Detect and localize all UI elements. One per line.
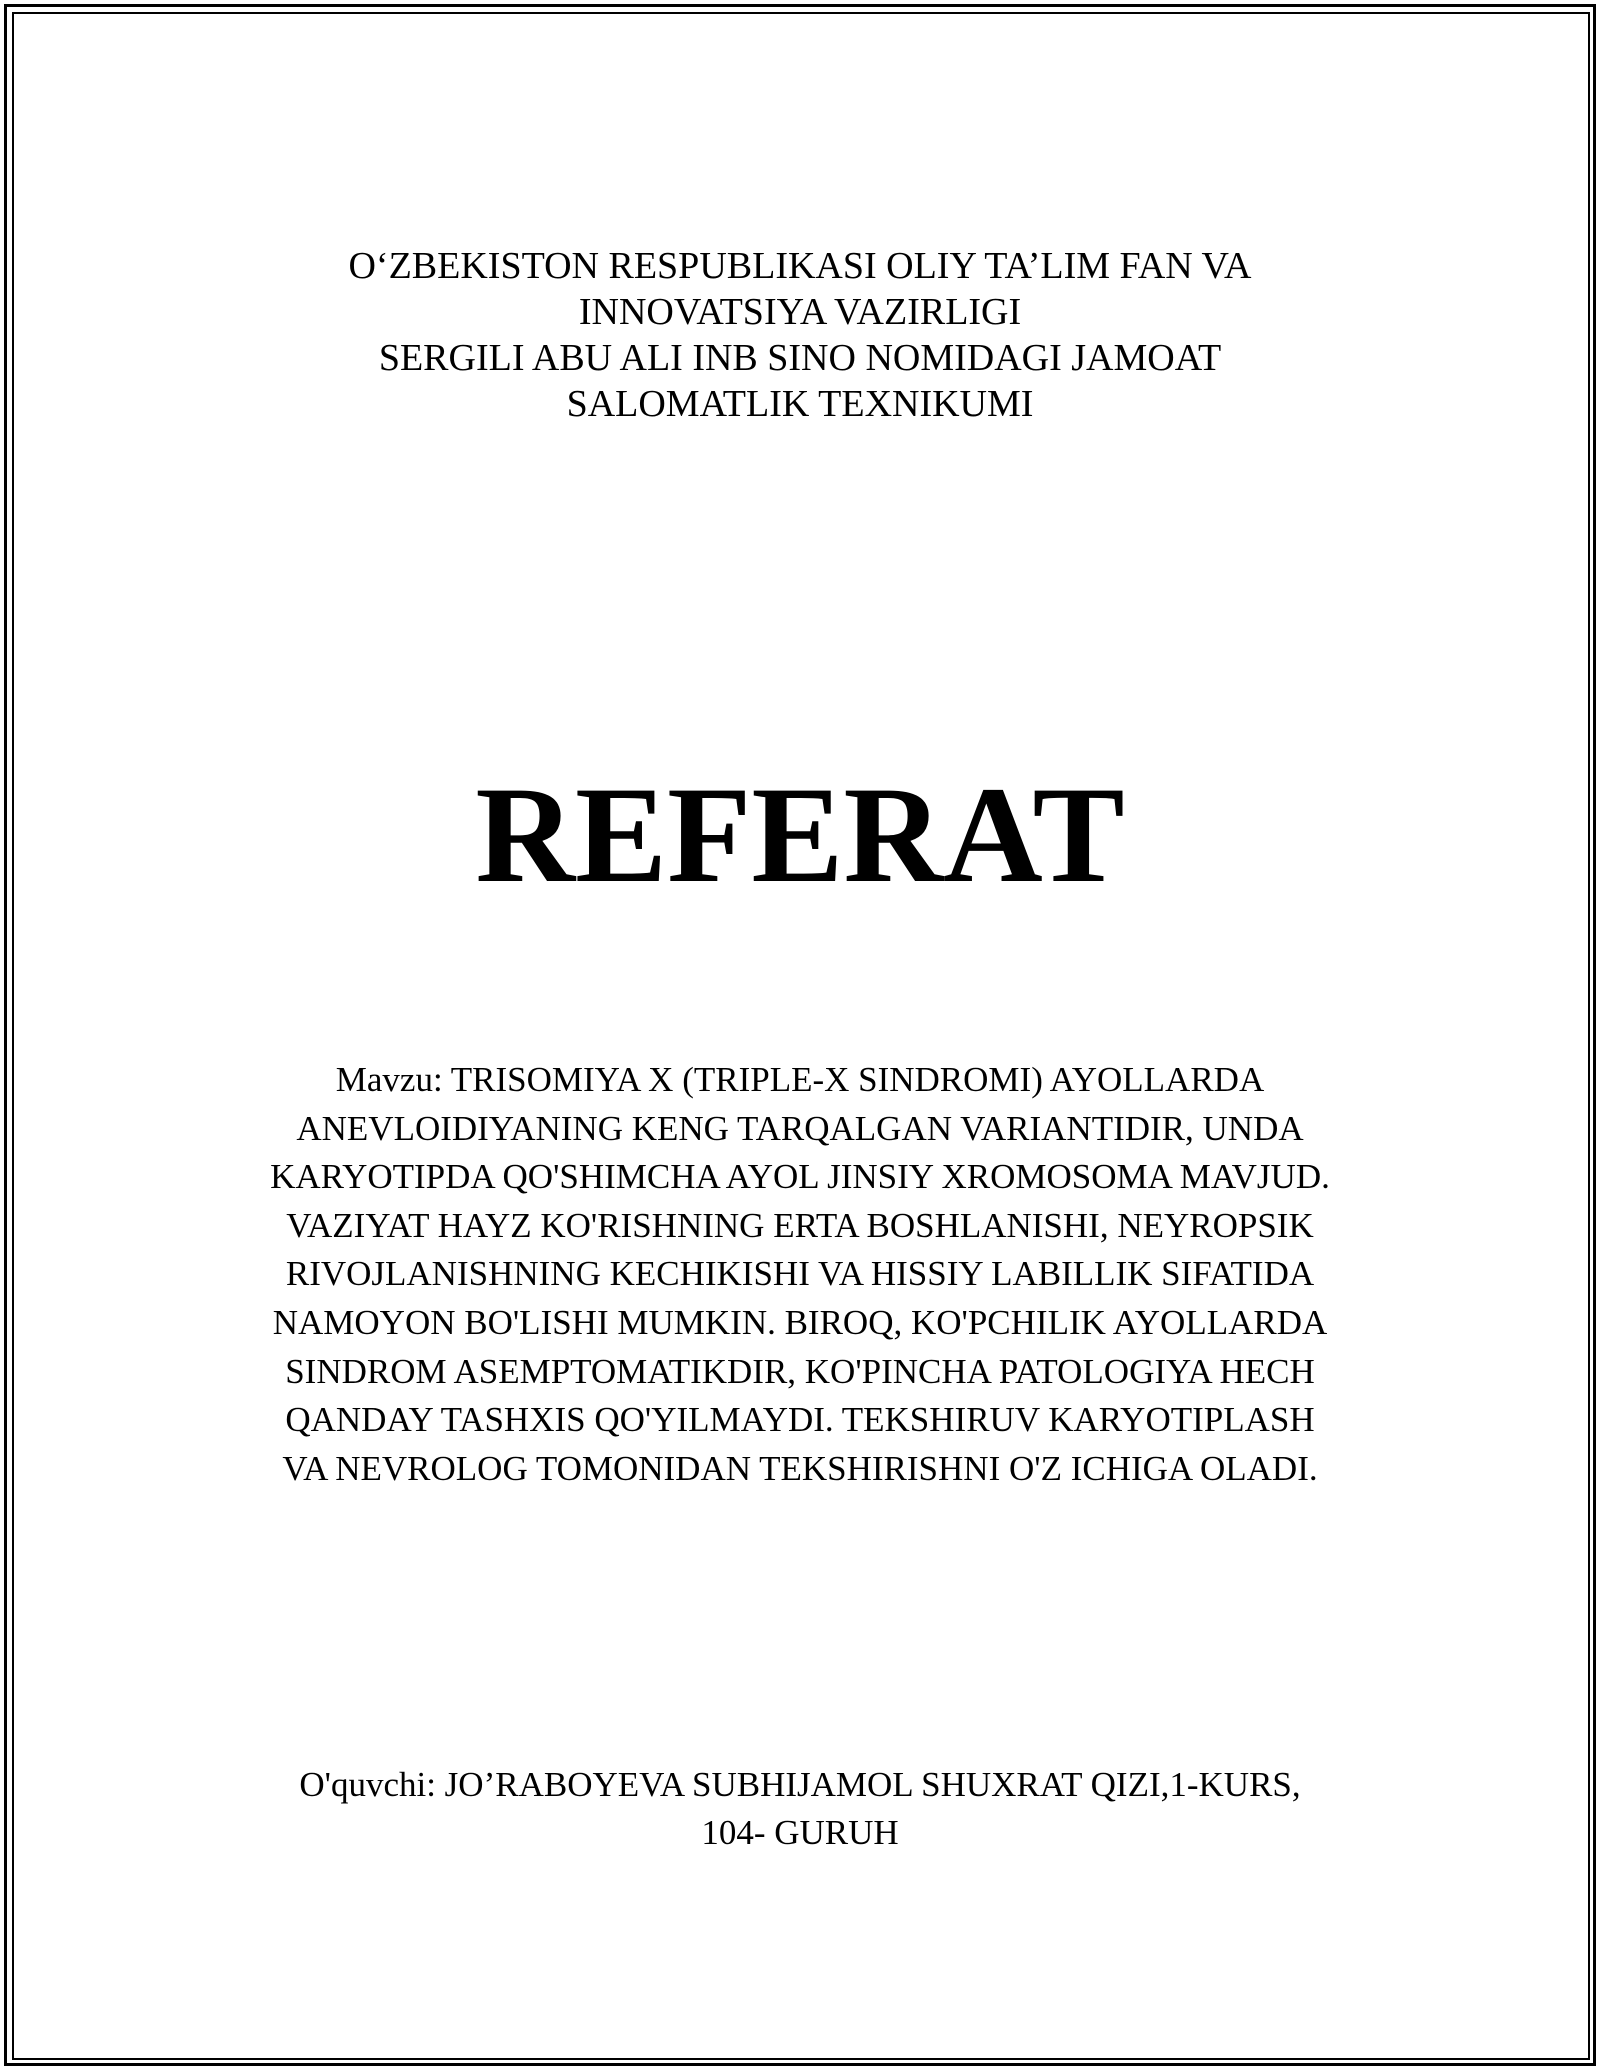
topic-line: ANEVLOIDIYANING KENG TARQALGAN VARIANTIDIR, UNDA bbox=[296, 1108, 1304, 1148]
topic-line: QANDAY TASHXIS QO'YILMAYDI. TEKSHIRUV KARYOTIPLASH bbox=[285, 1400, 1315, 1440]
topic-line: VAZIYAT HAYZ KO'RISHNING ERTA BOSHLANISHI, NEYROPSIK bbox=[286, 1205, 1314, 1245]
student-line: 104- GURUH bbox=[701, 1813, 899, 1852]
student-line: O'quvchi: JO’RABOYEVA SUBHIJAMOL SHUXRAT QIZI,1-KURS, bbox=[299, 1765, 1301, 1804]
student-info bbox=[0, 1761, 1600, 1857]
institution-header bbox=[0, 243, 1600, 427]
header-line: INNOVATSIYA VAZIRLIGI bbox=[578, 291, 1022, 333]
header-line: SALOMATLIK TEXNIKUMI bbox=[566, 383, 1034, 425]
topic-paragraph bbox=[0, 1056, 1600, 1493]
header-line: SERGILI ABU ALI INB SINO NOMIDAGI JAMOAT bbox=[378, 337, 1222, 379]
topic-line: NAMOYON BO'LISHI MUMKIN. BIROQ, KO'PCHILIK AYOLLARDA bbox=[272, 1302, 1328, 1342]
topic-line: KARYOTIPDA QO'SHIMCHA AYOL JINSIY XROMOSOMA MAVJUD. bbox=[270, 1157, 1330, 1197]
document-title: REFERAT bbox=[475, 758, 1125, 911]
topic-line: VA NEVROLOG TOMONIDAN TEKSHIRISHNI O'Z ICHIGA OLADI. bbox=[282, 1448, 1318, 1488]
topic-line: RIVOJLANISHNING KECHIKISHI VA HISSIY LABILLIK SIFATIDA bbox=[285, 1254, 1315, 1294]
topic-line: SINDROM ASEMPTOMATIKDIR, KO'PINCHA PATOLOGIYA HECH bbox=[285, 1351, 1315, 1391]
topic-line: Mavzu: TRISOMIYA X (TRIPLE-X SINDROMI) AYOLLARDA bbox=[335, 1060, 1265, 1099]
header-line: O‘ZBEKISTON RESPUBLIKASI OLIY TA’LIM FAN VA bbox=[348, 245, 1252, 287]
